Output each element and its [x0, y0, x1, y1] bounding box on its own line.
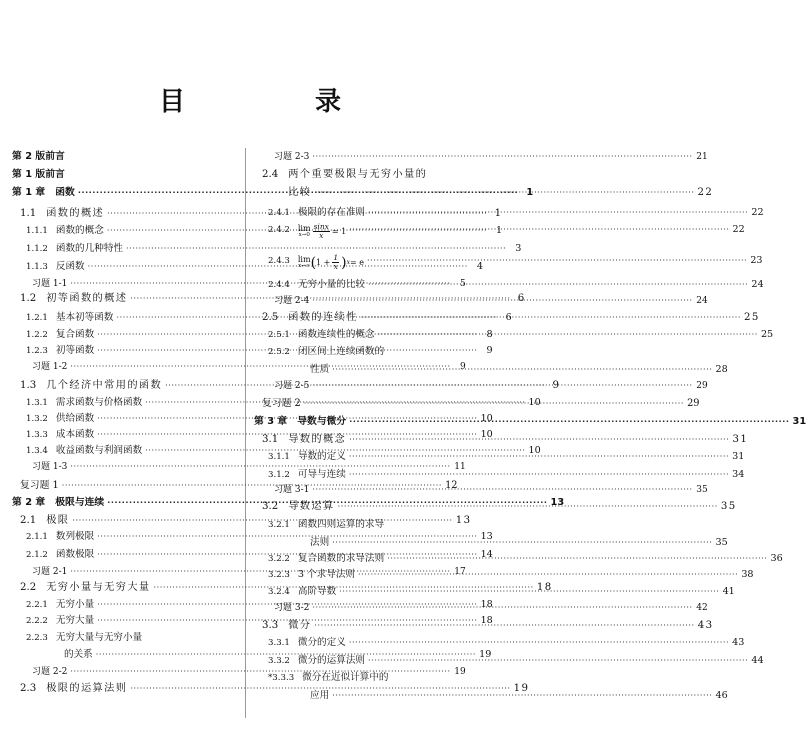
entry-page: 22 [732, 224, 745, 235]
entry-page: 12 [445, 480, 458, 491]
entry-title: 成本函数 [55, 429, 95, 440]
entry-page: 35 [696, 485, 708, 495]
entry-title: 供给函数 [55, 413, 95, 424]
entry-page: 18 [480, 599, 493, 610]
entry-number: 2.1.1 [26, 532, 48, 542]
entry-title: 需求函数与价格函数 [55, 397, 143, 408]
entry-title: 复习题 2 [262, 398, 301, 409]
entry-page: 24 [751, 279, 764, 290]
entry-number: 2.2.1 [26, 600, 48, 610]
entry-page: 13 [480, 531, 493, 542]
left-paren: ( [310, 254, 317, 271]
toc-entry [254, 377, 708, 395]
entry-page: 36 [770, 553, 783, 564]
entry-page: 43 [697, 620, 714, 631]
entry-title: 第 1 版前言 [12, 169, 65, 180]
limit-subscript: x→0 [298, 231, 310, 238]
entry-number: 2.4.2 [268, 225, 290, 235]
entry-number: 第 3 章 [254, 416, 288, 427]
limit-expression [298, 254, 364, 272]
entry-title: 微分的定义 [297, 637, 346, 648]
denominator: x [319, 231, 324, 240]
toc-entry [12, 240, 522, 258]
entry-number: 1.1 [20, 208, 37, 219]
entry-page: 29 [687, 398, 700, 409]
entry-page: 9 [459, 362, 466, 372]
entry-number: 1.2.3 [26, 346, 48, 356]
toc-entry [254, 292, 708, 310]
entry-page: 3 [515, 243, 522, 254]
entry-page: 19 [479, 649, 492, 660]
entry-page: 41 [722, 586, 735, 597]
toc-entry [254, 634, 745, 652]
entry-title: 复习题 1 [20, 480, 59, 491]
entry-title: 反函数 [55, 261, 85, 272]
entry-page: 44 [751, 655, 764, 666]
entry-title: 极限的存在准则 [297, 207, 366, 218]
entry-number: 2.2.3 [26, 633, 48, 643]
toc-entry [254, 221, 745, 240]
entry-title: 极限 [46, 515, 70, 526]
entry-page: 10 [528, 397, 541, 408]
dot-leader [338, 498, 718, 516]
entry-number: 3.2 [262, 501, 279, 512]
entry-title: 性质 [310, 364, 330, 375]
entry-page: 22 [697, 187, 714, 198]
toc-entry [254, 669, 490, 687]
entry-number: 第 1 章 [12, 187, 46, 198]
entry-page: 31 [732, 451, 745, 462]
entry-page: 29 [696, 381, 708, 391]
entry-page: 34 [732, 469, 745, 480]
entry-title: 函数的概念 [55, 225, 104, 236]
entry-number: 2.4 [262, 169, 279, 180]
entry-title: 习题 3-1 [274, 485, 310, 495]
entry-page: 10 [528, 445, 541, 456]
entry-number: 3.3.2 [268, 656, 290, 666]
entry-title: 收益函数与利润函数 [55, 445, 143, 456]
entry-number: 1.1.3 [26, 262, 48, 272]
entry-page: 8 [486, 329, 493, 340]
dot-leader [349, 413, 789, 431]
entry-page: 35 [715, 537, 728, 548]
entry-title: 函数的几种特性 [55, 243, 124, 254]
entry-title: 习题 3-2 [274, 603, 310, 613]
entry-number: 1.1.1 [26, 226, 48, 236]
entry-title: 习题 2-1 [32, 567, 68, 577]
entry-page: 38 [741, 569, 754, 580]
entry-page: 9 [486, 345, 493, 356]
dot-leader [368, 652, 748, 670]
dot-leader [378, 326, 758, 344]
entry-number: 1.3.2 [26, 414, 48, 424]
entry-page: 6 [505, 312, 512, 323]
toc-entry [254, 687, 728, 705]
entry-number: 3.1.2 [268, 470, 290, 480]
entry-number: 3.1 [262, 434, 279, 445]
dot-leader [361, 309, 741, 327]
entry-title: 习题 2-4 [274, 296, 310, 306]
entry-number: 3.2.2 [268, 554, 290, 564]
toc-entry [254, 184, 714, 202]
entry-title: 习题 2-3 [274, 152, 310, 162]
entry-title: 复合函数 [55, 329, 95, 340]
dot-leader [314, 184, 694, 202]
dot-leader [312, 148, 692, 166]
entry-number: 3.3 [262, 620, 279, 631]
limit-lim: lim [297, 223, 311, 233]
entry-page: 17 [454, 567, 466, 577]
entry-page: 13 [455, 515, 472, 526]
entry-number: 2.2 [20, 582, 37, 593]
entry-number: 3.2.3 [268, 570, 290, 580]
fraction [313, 223, 330, 240]
entry-title: 初等函数 [55, 345, 95, 356]
toc-entry [254, 248, 763, 274]
toc-entry [12, 629, 244, 647]
exponent: x [346, 258, 351, 266]
entry-number: 2.5.2 [268, 347, 290, 357]
entry-title: 导数的概念 [288, 434, 347, 445]
page-title: 目 录 [158, 87, 393, 117]
toc-entry [254, 481, 708, 499]
toc-entry [12, 166, 230, 184]
toc-entry [254, 599, 708, 617]
entry-page: 18 [536, 582, 553, 593]
toc-entry [254, 343, 490, 361]
dot-leader [367, 252, 747, 270]
entry-number: *3.3.3 [268, 673, 295, 683]
entry-page: 9 [552, 380, 561, 391]
entry-number: 1.1.2 [26, 244, 48, 254]
entry-title: 函数的概述 [46, 208, 105, 219]
entry-title: 微分在近似计算中的 [302, 672, 389, 683]
entry-number: 2.2.2 [26, 616, 48, 626]
entry-title: 数列极限 [55, 531, 95, 542]
entry-number: 1.2.2 [26, 330, 48, 340]
dot-leader [358, 566, 738, 584]
entry-page: 6 [517, 293, 526, 304]
toc-entry [254, 204, 764, 222]
entry-title [298, 251, 364, 272]
entry-title: 习题 1-3 [32, 462, 68, 472]
entry-title: 习题 1-1 [32, 279, 68, 289]
numerator: sinx [313, 222, 329, 231]
entry-title: 可导与连续 [297, 469, 346, 480]
toc-entry [254, 566, 754, 584]
entry-number: 3.3.1 [268, 638, 290, 648]
entry-page: 22 [751, 207, 764, 218]
dot-leader [312, 377, 692, 395]
entry-page: 43 [732, 637, 745, 648]
entry-title: 函数 [55, 187, 75, 198]
dot-leader [349, 634, 729, 652]
entry-page: 19 [513, 683, 530, 694]
entry-number: 2.4.1 [268, 208, 290, 218]
entry-number: 2.5.1 [268, 330, 290, 340]
entry-title: 函数四则运算的求导 [297, 519, 385, 530]
toc-entry [254, 166, 484, 184]
entry-page: 25 [744, 312, 760, 323]
entry-title: 几个经济中常用的函数 [46, 380, 163, 391]
entry-title: 导数运算 [288, 501, 335, 512]
entry-page: 31 [792, 416, 807, 427]
entry-title [298, 220, 346, 241]
entry-number: 第 2 章 [12, 497, 46, 508]
entry-title: 习题 1-2 [32, 362, 68, 372]
entry-title: 导数与微分 [297, 416, 347, 427]
entry-page: 31 [732, 434, 749, 445]
limit-subscript: x→∞ [298, 262, 311, 269]
toc-entry [12, 148, 230, 166]
entry-number: 2.4.3 [268, 256, 290, 266]
entry-title: 高阶导数 [297, 586, 337, 597]
entry-page: 21 [696, 152, 708, 162]
entry-title: 无穷大量与无穷小量 [55, 632, 143, 643]
entry-number: 2.3 [20, 683, 37, 694]
numerator: 1 [333, 253, 339, 262]
entry-title: 复合函数的求导法则 [297, 553, 385, 564]
entry-number: 3.1.1 [268, 452, 290, 462]
one-plus: 1 + [316, 257, 331, 267]
entry-title: 的关系 [64, 649, 93, 660]
entry-page: 4 [476, 261, 483, 272]
entry-page: 14 [480, 549, 493, 560]
entry-title: 比较 [288, 187, 312, 198]
entry-number: 1.3.4 [26, 446, 48, 456]
entry-number: 2.1 [20, 515, 37, 526]
entry-title: 函数极限 [55, 549, 95, 560]
dot-leader [332, 687, 712, 705]
dot-leader [349, 448, 729, 466]
entry-number: 2.4.4 [268, 280, 290, 290]
entry-title: 基本初等函数 [55, 312, 114, 323]
denominator: x [333, 262, 338, 271]
entry-title: 习题 2-2 [32, 667, 68, 677]
entry-title: 无穷小量与无穷大量 [46, 582, 151, 593]
entry-number: 3.2.1 [268, 520, 290, 530]
entry-title: 初等函数的概述 [46, 293, 128, 304]
toc-entry [254, 309, 760, 327]
dot-leader [349, 431, 729, 449]
entry-page: 11 [454, 462, 466, 472]
entry-page: 35 [720, 501, 737, 512]
dot-leader [304, 395, 684, 413]
limit-expression [298, 223, 346, 241]
entry-page: 18 [480, 615, 493, 626]
entry-title: 函数的连续性 [288, 312, 358, 323]
limit-operator [298, 256, 311, 270]
dot-leader [314, 617, 694, 635]
entry-number: 1.2.1 [26, 313, 48, 323]
limit-operator [298, 225, 311, 239]
right-paren: ) [341, 254, 347, 271]
entry-title: 导数的定义 [297, 451, 346, 462]
dot-leader [349, 221, 729, 239]
entry-page: 19 [454, 667, 466, 677]
entry-page: 23 [750, 255, 763, 266]
entry-title: 闭区间上连续函数的 [297, 346, 385, 357]
dot-leader [368, 204, 748, 222]
entry-title: 微分 [288, 620, 312, 631]
entry-title: 极限的运算法则 [46, 683, 128, 694]
entry-page: 24 [696, 296, 708, 306]
entry-page: 46 [715, 690, 728, 701]
equals-one: = 1 [331, 226, 347, 236]
entry-number: 2.5 [262, 312, 279, 323]
entry-number: 1.3 [20, 380, 37, 391]
entry-title: 函数连续性的概念 [297, 329, 375, 340]
toc-entry [254, 326, 774, 344]
toc-entry [254, 148, 708, 166]
entry-title: 无穷大量 [55, 615, 95, 626]
dot-leader [312, 481, 692, 499]
entry-page: 28 [715, 364, 728, 375]
entry-title: 法则 [310, 537, 330, 548]
dot-leader [312, 292, 692, 310]
fraction [332, 254, 339, 271]
entry-page: 1 [494, 208, 503, 219]
entry-number: 1.2 [20, 293, 37, 304]
entry-title: 第 2 版前言 [12, 151, 65, 162]
entry-page: 13 [550, 497, 565, 508]
entry-number: 1.3.3 [26, 430, 48, 440]
entry-title: 极限与连续 [55, 497, 105, 508]
entry-page: 42 [696, 603, 708, 613]
entry-title: 微分的运算法则 [297, 655, 366, 666]
entry-page: 5 [459, 279, 466, 289]
limit-lim: lim [297, 254, 311, 264]
entry-title: 3 个求导法则 [297, 569, 355, 580]
entry-number: 2.1.2 [26, 550, 48, 560]
toc-entry [254, 516, 490, 534]
entry-page: 1 [496, 225, 503, 236]
entry-page: 10 [480, 413, 493, 424]
entry-title: 应用 [310, 690, 330, 701]
toc-entry [254, 652, 764, 670]
entry-page: 1 [526, 187, 534, 198]
entry-page: 25 [760, 329, 774, 340]
entry-page: 10 [480, 429, 493, 440]
dot-leader [312, 599, 692, 617]
entry-number: 1.3.1 [26, 398, 48, 408]
entry-title: 习题 2-5 [274, 381, 310, 391]
entry-title: 两个重要极限与无穷小量的 [288, 169, 428, 180]
entry-number: 3.2.4 [268, 587, 290, 597]
equals-e: = e [350, 257, 365, 267]
entry-title: 无穷小量的比较 [297, 279, 366, 290]
entry-title: 无穷小量 [55, 599, 95, 610]
